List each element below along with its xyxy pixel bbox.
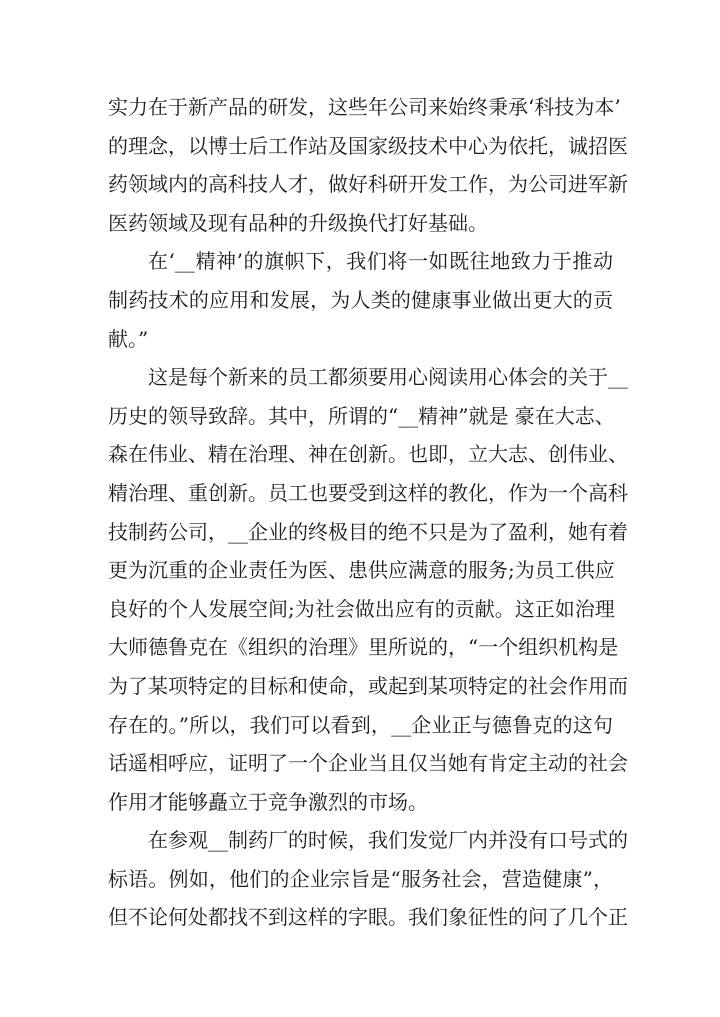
text-line: 标语。例如，他们的企业宗旨是“服务社会，营造健康”， — [108, 866, 613, 891]
text-line: 技制药公司，__企业的终极目的绝不只是为了盈利，她有着 — [108, 519, 628, 544]
text-line: 制药技术的应用和发展，为人类的健康事业做出更大的贡 — [108, 287, 613, 312]
text-line: 话遥相呼应，证明了一个企业当且仅当她有肯定主动的社会 — [108, 751, 628, 776]
text-line: 良好的个人发展空间;为社会做出应有的贡献。这正如治理 — [108, 596, 615, 621]
text-line: 作用才能够矗立于竞争激烈的市场。 — [108, 789, 428, 814]
text-line: 的理念，以博士后工作站及国家级技术中心为依托，诚招医 — [108, 133, 628, 158]
text-line: 大师德鲁克在《组织的治理》里所说的，“一个组织机构是 — [108, 635, 619, 660]
text-line: 但不论何处都找不到这样的字眼。我们象征性的问了几个正 — [108, 905, 628, 930]
text-line: 医药领域及现有品种的升级换代打好基础。 — [108, 210, 488, 235]
text-line: 献。” — [108, 326, 149, 351]
text-line: 实力在于新产品的研发，这些年公司来始终秉承‘科技为本’ — [108, 95, 621, 119]
text-line: 存在的。”所以，我们可以看到，__企业正与德鲁克的这句 — [108, 712, 613, 737]
text-line: 在‘__精神’的旗帜下，我们将一如既往地致力于推动 — [148, 249, 613, 274]
text-line: 在参观__制药厂的时候，我们发觉厂内并没有口号式的 — [148, 828, 628, 853]
text-line: 精治理、重创新。员工也要受到这样的教化，作为一个高科 — [108, 480, 628, 505]
text-line: 为了某项特定的目标和使命，或起到某项特定的社会作用而 — [108, 673, 628, 698]
text-line: 历史的领导致辞。其中，所谓的“__精神”就是 豪在大志、 — [108, 403, 615, 428]
text-line: 这是每个新来的员工都须要用心阅读用心体会的关于__ — [148, 365, 628, 390]
text-line: 药领域内的高科技人才，做好科研开发工作，为公司进军新 — [108, 172, 628, 197]
body-text — [108, 88, 628, 937]
text-line: 更为沉重的企业责任为医、患供应满意的服务;为员工供应 — [108, 558, 615, 583]
text-line: 森在伟业、精在治理、神在创新。也即，立大志、创伟业、 — [108, 442, 628, 467]
